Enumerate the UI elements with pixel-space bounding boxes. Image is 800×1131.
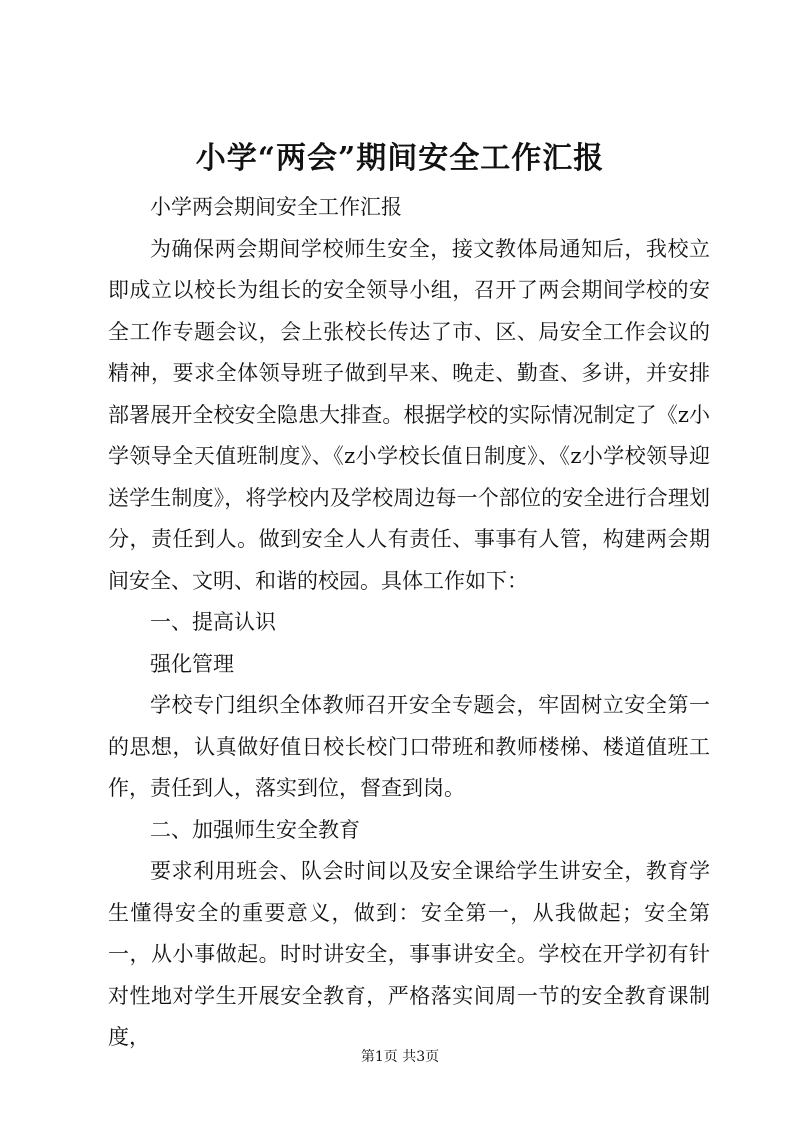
section-paragraph-1: 学校专门组织全体教师召开安全专题会，牢固树立安全第一的思想，认真做好值日校长校门口带班和教师楼梯、楼道值班工作，责任到人，落实到位，督查到岗。 — [108, 693, 710, 800]
section-heading-2: 二、加强师生安全教育 — [150, 817, 360, 842]
subtitle-paragraph: 小学两会期间安全工作汇报 — [150, 195, 402, 219]
document-body — [108, 187, 710, 1059]
document-title: 小学“两会”期间安全工作汇报 — [195, 141, 605, 176]
intro-paragraph: 为确保两会期间学校师生安全，接文教体局通知后，我校立即成立以校长为组长的安全领导小组，召开了两会期间学校的安全工作专题会议，会上张校长传达了市、区、局安全工作会议的精神，要求全体领导班子做到早来、晚走、勤查、多讲，并安排部署展开全校安全隐患大排查。根据学校的实际情况制定了《z小学领导全天值班制度》、《z小学校长值日制度》、《z小学校领导迎送学生制度》，将学校内及学校周边每一个部位的安全进行合理划分，责任到人。做到安全人人有责任、事事有人管，构建两会期间安全、文明、和谐的校园。具体工作如下： — [108, 236, 710, 593]
section-paragraph-2: 要求利用班会、队会时间以及安全课给学生讲安全，教育学生懂得安全的重要意义，做到：安全第一，从我做起；安全第一，从小事做起。时时讲安全，事事讲安全。学校在开学初有针对性地对学生开展安全教育，严格落实间周一节的安全教育课制度， — [108, 859, 710, 1049]
section-subheading-1: 强化管理 — [150, 651, 234, 676]
section-heading-1: 一、提高认识 — [150, 610, 276, 634]
page-number-footer: 第1页 共3页 — [360, 1049, 440, 1065]
